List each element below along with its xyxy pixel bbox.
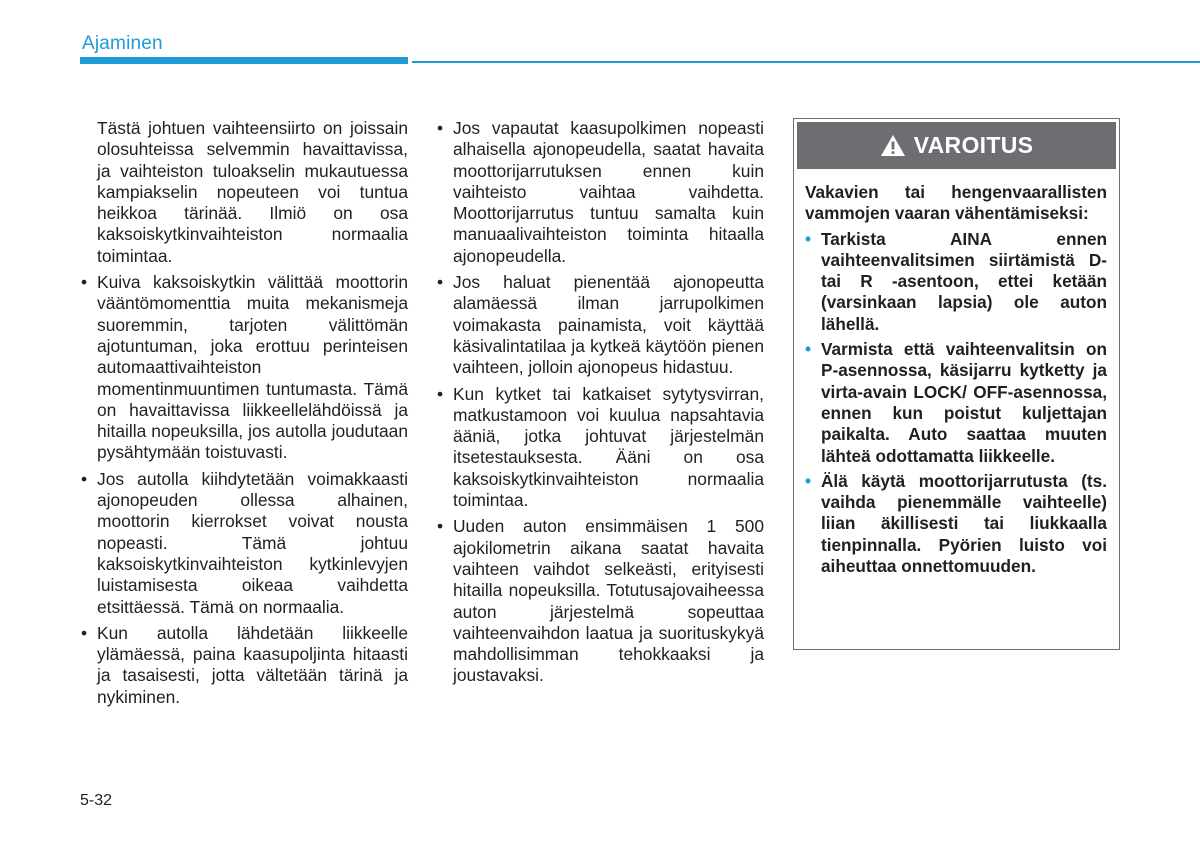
warning-bullet-list xyxy=(805,229,1107,578)
list-item: • Uuden auton ensimmäisen 1 500 ajokilometrin aikana saatat havaita vaihteen vaihdot selkeästi, erityisesti hitailla nopeuksilla. Totutusajovaiheessa auton järjestelmä sopeuttaa vaihteenvaihdon laatua ja suorituskykyä mahdollisimman tehokkaaksi ja joustavaksi. xyxy=(436,516,764,686)
page-number: 5-32 xyxy=(80,792,113,809)
list-item: • Kun kytket tai katkaiset sytytysvirran, matkustamoon voi kuulua napsahtavia ääniä, jotka johtuvat järjestelmän itsetestauksesta. Ääni on osa kaksoiskytkinvaihteiston normaalia toimintaa. xyxy=(436,384,764,512)
warning-body xyxy=(794,172,1119,577)
list-item: • Kuiva kaksoiskytkin välittää moottorin vääntömomenttia muita mekanismeja suoremmin, tarjoten välittömän ajotuntuman, joka erottuu perinteisen automaattivaihteiston momentinmuuntimen tuntumasta. Tämä on havaittavissa liikkeellelähdöissä ja hitailla nopeuksilla, jos autolla joudutaan pysähtymään toistuvasti. xyxy=(80,272,408,464)
list-item: • Jos vapautat kaasupolkimen nopeasti alhaisella ajonopeudella, saatat havaita moottorijarrutuksen ennen kuin vaihteisto vaihtaa vaihdetta. Moottorijarrutus tuntuu samalta kuin manuaalivaihteiston toiminta hitaalla ajonopeudella. xyxy=(436,118,764,267)
header-rule-thin xyxy=(412,61,1200,63)
list-item: • Jos autolla kiihdytetään voimakkaasti ajonopeuden ollessa alhainen, moottorin kierrokset voivat nousta nopeasti. Tämä johtuu kaksoiskytkinvaihteiston kytkinlevyjen luistamisesta oikeaa vaihdetta etsittäessä. Tämä on normaalia. xyxy=(80,469,408,618)
text-column-2 xyxy=(436,118,764,687)
warning-header xyxy=(797,122,1116,169)
warning-list-item: • Älä käytä moottorijarrutusta (ts. vaihda pienemmälle vaihteelle) liian äkillisesti tai liukkaalla tienpinnalla. Pyörien luisto voi aiheuttaa onnettomuuden. xyxy=(805,471,1107,577)
text-column-1 xyxy=(80,118,408,708)
column2-bullet-list xyxy=(436,118,764,687)
warning-box xyxy=(793,118,1120,650)
column1-lead-paragraph: Tästä johtuen vaihteensiirto on joissain olosuhteissa selvemmin havaittavissa, ja vaihteiston tuloakselin mukautuessa kampiakselin nopeuteen voi tuntua heikkoa tärinää. Ilmiö on osa kaksoiskytkinvaihteiston normaalia toimintaa. xyxy=(97,118,408,266)
warning-triangle-icon xyxy=(880,134,906,157)
header-rule-thick xyxy=(80,57,408,64)
warning-intro: Vakavien tai hengenvaarallisten vammojen vaaran vähentämiseksi: xyxy=(805,182,1107,224)
warning-list-item: • Tarkista AINA ennen vaihteenvalitsimen siirtämistä D- tai R -asentoon, ettei ketään (varsinkaan lapsia) ole auton lähellä. xyxy=(805,229,1107,335)
list-item: • Kun autolla lähdetään liikkeelle ylämäessä, paina kaasupoljinta hitaasti ja tasaisesti, jotta vältetään tärinä ja nykiminen. xyxy=(80,623,408,708)
list-item: • Jos haluat pienentää ajonopeutta alamäessä ilman jarrupolkimen voimakasta painamista, voit käyttää käsivalintatilaa ja kytkeä käytöön pienen vaihteen, jolloin ajonopeus hidastuu. xyxy=(436,272,764,378)
column1-bullet-list xyxy=(80,272,408,708)
section-title: Ajaminen xyxy=(82,33,163,54)
warning-title: VAROITUS xyxy=(913,132,1034,158)
warning-list-item: • Varmista että vaihteenvalitsin on P-asennossa, käsijarru kytketty ja virta-avain LOCK/ OFF-asennossa, ennen kun poistut kuljettajan paikalta. Auto saattaa muuten lähteä odottamatta liikkeelle. xyxy=(805,339,1107,467)
